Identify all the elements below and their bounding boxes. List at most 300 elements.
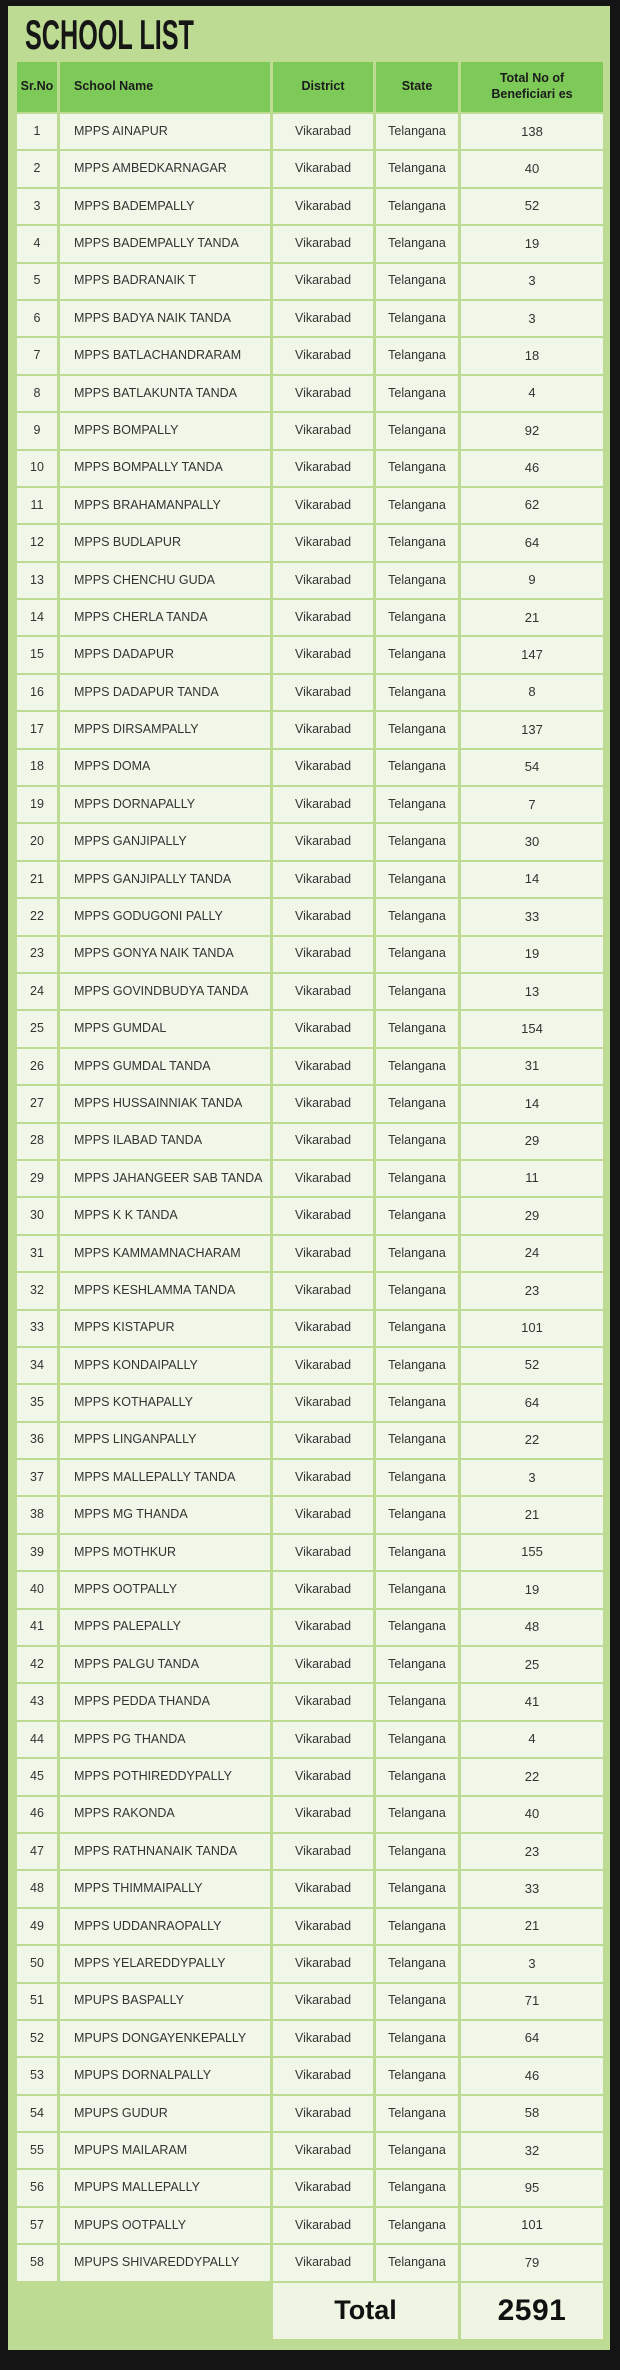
cell-school-name: MPPS DADAPUR TANDA — [60, 675, 270, 710]
cell-district: Vikarabad — [273, 189, 373, 224]
cell-srno: 10 — [17, 451, 57, 486]
cell-school-name: MPPS BADEMPALLY — [60, 189, 270, 224]
cell-beneficiaries: 31 — [461, 1049, 603, 1084]
cell-srno: 55 — [17, 2133, 57, 2168]
cell-srno: 37 — [17, 1460, 57, 1495]
cell-school-name: MPPS LINGANPALLY — [60, 1423, 270, 1458]
cell-school-name: MPUPS BASPALLY — [60, 1984, 270, 2019]
cell-srno: 3 — [17, 189, 57, 224]
cell-school-name: MPPS AMBEDKARNAGAR — [60, 151, 270, 186]
cell-district: Vikarabad — [273, 1049, 373, 1084]
cell-beneficiaries: 58 — [461, 2096, 603, 2131]
cell-beneficiaries: 138 — [461, 114, 603, 149]
cell-state: Telangana — [376, 2245, 458, 2280]
cell-district: Vikarabad — [273, 862, 373, 897]
cell-state: Telangana — [376, 525, 458, 560]
cell-district: Vikarabad — [273, 1124, 373, 1159]
cell-beneficiaries: 154 — [461, 1011, 603, 1046]
cell-state: Telangana — [376, 2208, 458, 2243]
total-row-spacer — [17, 2283, 270, 2339]
column-header-srno: Sr.No — [17, 62, 57, 112]
cell-district: Vikarabad — [273, 750, 373, 785]
cell-school-name: MPPS KESHLAMMA TANDA — [60, 1273, 270, 1308]
cell-state: Telangana — [376, 1684, 458, 1719]
cell-school-name: MPPS UDDANRAOPALLY — [60, 1909, 270, 1944]
cell-district: Vikarabad — [273, 1610, 373, 1645]
cell-school-name: MPPS GODUGONI PALLY — [60, 899, 270, 934]
cell-beneficiaries: 33 — [461, 1871, 603, 1906]
cell-srno: 31 — [17, 1236, 57, 1271]
cell-school-name: MPPS GUMDAL TANDA — [60, 1049, 270, 1084]
cell-school-name: MPPS OOTPALLY — [60, 1572, 270, 1607]
cell-district: Vikarabad — [273, 1236, 373, 1271]
cell-school-name: MPPS JAHANGEER SAB TANDA — [60, 1161, 270, 1196]
cell-beneficiaries: 40 — [461, 1797, 603, 1832]
cell-state: Telangana — [376, 114, 458, 149]
cell-beneficiaries: 19 — [461, 1572, 603, 1607]
cell-district: Vikarabad — [273, 1086, 373, 1121]
cell-school-name: MPPS K K TANDA — [60, 1198, 270, 1233]
cell-srno: 32 — [17, 1273, 57, 1308]
cell-beneficiaries: 52 — [461, 189, 603, 224]
cell-school-name: MPPS MOTHKUR — [60, 1535, 270, 1570]
cell-srno: 51 — [17, 1984, 57, 2019]
cell-school-name: MPUPS GUDUR — [60, 2096, 270, 2131]
cell-srno: 11 — [17, 488, 57, 523]
cell-beneficiaries: 64 — [461, 525, 603, 560]
cell-beneficiaries: 4 — [461, 1722, 603, 1757]
cell-srno: 42 — [17, 1647, 57, 1682]
cell-school-name: MPPS YELAREDDYPALLY — [60, 1946, 270, 1981]
cell-beneficiaries: 79 — [461, 2245, 603, 2280]
cell-state: Telangana — [376, 1011, 458, 1046]
cell-srno: 30 — [17, 1198, 57, 1233]
cell-beneficiaries: 147 — [461, 637, 603, 672]
cell-school-name: MPPS GONYA NAIK TANDA — [60, 937, 270, 972]
cell-school-name: MPPS CHERLA TANDA — [60, 600, 270, 635]
cell-state: Telangana — [376, 1834, 458, 1869]
cell-state: Telangana — [376, 2021, 458, 2056]
cell-state: Telangana — [376, 712, 458, 747]
cell-school-name: MPPS BATLAKUNTA TANDA — [60, 376, 270, 411]
cell-school-name: MPPS DADAPUR — [60, 637, 270, 672]
cell-district: Vikarabad — [273, 675, 373, 710]
cell-state: Telangana — [376, 1647, 458, 1682]
cell-beneficiaries: 46 — [461, 2058, 603, 2093]
cell-state: Telangana — [376, 862, 458, 897]
cell-srno: 8 — [17, 376, 57, 411]
cell-beneficiaries: 40 — [461, 151, 603, 186]
cell-beneficiaries: 137 — [461, 712, 603, 747]
cell-state: Telangana — [376, 1273, 458, 1308]
cell-beneficiaries: 14 — [461, 1086, 603, 1121]
cell-state: Telangana — [376, 264, 458, 299]
cell-srno: 6 — [17, 301, 57, 336]
cell-school-name: MPPS BADYA NAIK TANDA — [60, 301, 270, 336]
cell-school-name: MPUPS DONGAYENKEPALLY — [60, 2021, 270, 2056]
cell-srno: 40 — [17, 1572, 57, 1607]
cell-district: Vikarabad — [273, 1535, 373, 1570]
cell-state: Telangana — [376, 974, 458, 1009]
cell-state: Telangana — [376, 1124, 458, 1159]
cell-state: Telangana — [376, 1722, 458, 1757]
cell-state: Telangana — [376, 1348, 458, 1383]
cell-district: Vikarabad — [273, 151, 373, 186]
cell-beneficiaries: 13 — [461, 974, 603, 1009]
cell-state: Telangana — [376, 1909, 458, 1944]
cell-srno: 38 — [17, 1497, 57, 1532]
school-list-table — [17, 62, 603, 2339]
cell-srno: 34 — [17, 1348, 57, 1383]
cell-beneficiaries: 29 — [461, 1124, 603, 1159]
cell-srno: 49 — [17, 1909, 57, 1944]
cell-state: Telangana — [376, 338, 458, 373]
cell-srno: 17 — [17, 712, 57, 747]
cell-srno: 36 — [17, 1423, 57, 1458]
cell-district: Vikarabad — [273, 1722, 373, 1757]
column-header-beneficiaries: Total No of Beneficiari es — [461, 62, 603, 112]
cell-district: Vikarabad — [273, 637, 373, 672]
cell-district: Vikarabad — [273, 1834, 373, 1869]
cell-school-name: MPPS KONDAIPALLY — [60, 1348, 270, 1383]
cell-district: Vikarabad — [273, 2170, 373, 2205]
cell-district: Vikarabad — [273, 1011, 373, 1046]
cell-district: Vikarabad — [273, 787, 373, 822]
cell-state: Telangana — [376, 2170, 458, 2205]
cell-school-name: MPPS HUSSAINNIAK TANDA — [60, 1086, 270, 1121]
cell-srno: 35 — [17, 1385, 57, 1420]
cell-school-name: MPPS KAMMAMNACHARAM — [60, 1236, 270, 1271]
cell-state: Telangana — [376, 600, 458, 635]
cell-district: Vikarabad — [273, 1984, 373, 2019]
cell-state: Telangana — [376, 1871, 458, 1906]
cell-district: Vikarabad — [273, 525, 373, 560]
cell-srno: 46 — [17, 1797, 57, 1832]
cell-district: Vikarabad — [273, 488, 373, 523]
cell-school-name: MPPS POTHIREDDYPALLY — [60, 1759, 270, 1794]
cell-srno: 54 — [17, 2096, 57, 2131]
cell-beneficiaries: 29 — [461, 1198, 603, 1233]
cell-state: Telangana — [376, 1198, 458, 1233]
total-value: 2591 — [461, 2283, 603, 2339]
cell-beneficiaries: 30 — [461, 824, 603, 859]
cell-district: Vikarabad — [273, 600, 373, 635]
cell-school-name: MPUPS DORNALPALLY — [60, 2058, 270, 2093]
cell-state: Telangana — [376, 637, 458, 672]
cell-district: Vikarabad — [273, 1797, 373, 1832]
cell-state: Telangana — [376, 451, 458, 486]
cell-district: Vikarabad — [273, 899, 373, 934]
cell-srno: 29 — [17, 1161, 57, 1196]
cell-school-name: MPPS BATLACHANDRARAM — [60, 338, 270, 373]
cell-school-name: MPPS KOTHAPALLY — [60, 1385, 270, 1420]
cell-srno: 2 — [17, 151, 57, 186]
cell-school-name: MPUPS MAILARAM — [60, 2133, 270, 2168]
cell-state: Telangana — [376, 1535, 458, 1570]
cell-school-name: MPPS BUDLAPUR — [60, 525, 270, 560]
page-title: SCHOOL LIST — [25, 11, 194, 58]
cell-srno: 39 — [17, 1535, 57, 1570]
cell-school-name: MPPS GUMDAL — [60, 1011, 270, 1046]
cell-state: Telangana — [376, 2096, 458, 2131]
cell-school-name: MPPS PG THANDA — [60, 1722, 270, 1757]
cell-beneficiaries: 64 — [461, 2021, 603, 2056]
cell-srno: 7 — [17, 338, 57, 373]
cell-beneficiaries: 155 — [461, 1535, 603, 1570]
cell-beneficiaries: 101 — [461, 2208, 603, 2243]
cell-school-name: MPPS GANJIPALLY TANDA — [60, 862, 270, 897]
cell-state: Telangana — [376, 1236, 458, 1271]
cell-beneficiaries: 48 — [461, 1610, 603, 1645]
cell-district: Vikarabad — [273, 1871, 373, 1906]
cell-state: Telangana — [376, 1984, 458, 2019]
cell-state: Telangana — [376, 750, 458, 785]
cell-state: Telangana — [376, 151, 458, 186]
cell-school-name: MPPS KISTAPUR — [60, 1311, 270, 1346]
cell-beneficiaries: 62 — [461, 488, 603, 523]
cell-district: Vikarabad — [273, 376, 373, 411]
cell-state: Telangana — [376, 1497, 458, 1532]
cell-state: Telangana — [376, 301, 458, 336]
cell-srno: 58 — [17, 2245, 57, 2280]
cell-srno: 56 — [17, 2170, 57, 2205]
cell-srno: 14 — [17, 600, 57, 635]
cell-district: Vikarabad — [273, 2096, 373, 2131]
cell-state: Telangana — [376, 1311, 458, 1346]
cell-state: Telangana — [376, 189, 458, 224]
cell-district: Vikarabad — [273, 2208, 373, 2243]
cell-state: Telangana — [376, 226, 458, 261]
cell-beneficiaries: 11 — [461, 1161, 603, 1196]
cell-state: Telangana — [376, 937, 458, 972]
cell-district: Vikarabad — [273, 413, 373, 448]
cell-school-name: MPUPS SHIVAREDDYPALLY — [60, 2245, 270, 2280]
cell-beneficiaries: 3 — [461, 1460, 603, 1495]
cell-district: Vikarabad — [273, 1385, 373, 1420]
cell-state: Telangana — [376, 2133, 458, 2168]
cell-srno: 19 — [17, 787, 57, 822]
cell-beneficiaries: 95 — [461, 2170, 603, 2205]
cell-state: Telangana — [376, 563, 458, 598]
cell-beneficiaries: 21 — [461, 1497, 603, 1532]
cell-state: Telangana — [376, 376, 458, 411]
cell-srno: 24 — [17, 974, 57, 1009]
cell-srno: 48 — [17, 1871, 57, 1906]
cell-srno: 23 — [17, 937, 57, 972]
cell-beneficiaries: 52 — [461, 1348, 603, 1383]
cell-school-name: MPPS DORNAPALLY — [60, 787, 270, 822]
cell-srno: 50 — [17, 1946, 57, 1981]
cell-beneficiaries: 14 — [461, 862, 603, 897]
cell-district: Vikarabad — [273, 226, 373, 261]
cell-srno: 44 — [17, 1722, 57, 1757]
cell-school-name: MPPS THIMMAIPALLY — [60, 1871, 270, 1906]
cell-school-name: MPPS BOMPALLY — [60, 413, 270, 448]
cell-school-name: MPPS CHENCHU GUDA — [60, 563, 270, 598]
cell-beneficiaries: 23 — [461, 1273, 603, 1308]
cell-school-name: MPUPS OOTPALLY — [60, 2208, 270, 2243]
cell-district: Vikarabad — [273, 1348, 373, 1383]
cell-srno: 1 — [17, 114, 57, 149]
cell-district: Vikarabad — [273, 1311, 373, 1346]
cell-srno: 28 — [17, 1124, 57, 1159]
cell-district: Vikarabad — [273, 1647, 373, 1682]
cell-district: Vikarabad — [273, 1460, 373, 1495]
cell-srno: 15 — [17, 637, 57, 672]
cell-district: Vikarabad — [273, 338, 373, 373]
cell-state: Telangana — [376, 824, 458, 859]
cell-state: Telangana — [376, 1460, 458, 1495]
cell-school-name: MPPS MALLEPALLY TANDA — [60, 1460, 270, 1495]
cell-state: Telangana — [376, 488, 458, 523]
cell-district: Vikarabad — [273, 264, 373, 299]
cell-srno: 16 — [17, 675, 57, 710]
cell-school-name: MPPS BRAHAMANPALLY — [60, 488, 270, 523]
cell-beneficiaries: 54 — [461, 750, 603, 785]
cell-beneficiaries: 19 — [461, 226, 603, 261]
cell-srno: 25 — [17, 1011, 57, 1046]
cell-beneficiaries: 92 — [461, 413, 603, 448]
cell-school-name: MPPS PEDDA THANDA — [60, 1684, 270, 1719]
cell-srno: 57 — [17, 2208, 57, 2243]
cell-srno: 18 — [17, 750, 57, 785]
cell-state: Telangana — [376, 1759, 458, 1794]
cell-state: Telangana — [376, 899, 458, 934]
cell-srno: 5 — [17, 264, 57, 299]
cell-district: Vikarabad — [273, 1423, 373, 1458]
column-header-district: District — [273, 62, 373, 112]
cell-beneficiaries: 3 — [461, 1946, 603, 1981]
cell-school-name: MPPS DOMA — [60, 750, 270, 785]
cell-beneficiaries: 25 — [461, 1647, 603, 1682]
cell-srno: 47 — [17, 1834, 57, 1869]
cell-school-name: MPPS AINAPUR — [60, 114, 270, 149]
cell-beneficiaries: 33 — [461, 899, 603, 934]
cell-district: Vikarabad — [273, 114, 373, 149]
cell-srno: 52 — [17, 2021, 57, 2056]
cell-beneficiaries: 3 — [461, 264, 603, 299]
column-header-state: State — [376, 62, 458, 112]
cell-beneficiaries: 32 — [461, 2133, 603, 2168]
cell-beneficiaries: 46 — [461, 451, 603, 486]
cell-school-name: MPPS RAKONDA — [60, 1797, 270, 1832]
cell-srno: 12 — [17, 525, 57, 560]
cell-beneficiaries: 9 — [461, 563, 603, 598]
cell-beneficiaries: 7 — [461, 787, 603, 822]
cell-state: Telangana — [376, 1610, 458, 1645]
cell-beneficiaries: 41 — [461, 1684, 603, 1719]
cell-srno: 53 — [17, 2058, 57, 2093]
cell-beneficiaries: 64 — [461, 1385, 603, 1420]
cell-state: Telangana — [376, 1572, 458, 1607]
cell-district: Vikarabad — [273, 1161, 373, 1196]
cell-beneficiaries: 22 — [461, 1759, 603, 1794]
cell-school-name: MPUPS MALLEPALLY — [60, 2170, 270, 2205]
cell-state: Telangana — [376, 1049, 458, 1084]
cell-state: Telangana — [376, 413, 458, 448]
cell-srno: 27 — [17, 1086, 57, 1121]
cell-beneficiaries: 19 — [461, 937, 603, 972]
cell-srno: 13 — [17, 563, 57, 598]
cell-state: Telangana — [376, 1423, 458, 1458]
cell-school-name: MPPS DIRSAMPALLY — [60, 712, 270, 747]
cell-district: Vikarabad — [273, 824, 373, 859]
cell-srno: 26 — [17, 1049, 57, 1084]
cell-state: Telangana — [376, 1797, 458, 1832]
cell-srno: 9 — [17, 413, 57, 448]
cell-state: Telangana — [376, 2058, 458, 2093]
cell-district: Vikarabad — [273, 2058, 373, 2093]
cell-district: Vikarabad — [273, 712, 373, 747]
cell-district: Vikarabad — [273, 2133, 373, 2168]
cell-srno: 21 — [17, 862, 57, 897]
cell-district: Vikarabad — [273, 1572, 373, 1607]
cell-state: Telangana — [376, 1385, 458, 1420]
cell-srno: 43 — [17, 1684, 57, 1719]
cell-srno: 22 — [17, 899, 57, 934]
cell-state: Telangana — [376, 787, 458, 822]
cell-state: Telangana — [376, 675, 458, 710]
cell-district: Vikarabad — [273, 937, 373, 972]
cell-beneficiaries: 24 — [461, 1236, 603, 1271]
cell-beneficiaries: 71 — [461, 1984, 603, 2019]
cell-district: Vikarabad — [273, 974, 373, 1009]
cell-district: Vikarabad — [273, 1759, 373, 1794]
cell-beneficiaries: 4 — [461, 376, 603, 411]
cell-school-name: MPPS BOMPALLY TANDA — [60, 451, 270, 486]
total-label: Total — [273, 2283, 458, 2339]
cell-srno: 33 — [17, 1311, 57, 1346]
cell-district: Vikarabad — [273, 2021, 373, 2056]
cell-srno: 20 — [17, 824, 57, 859]
cell-district: Vikarabad — [273, 1946, 373, 1981]
cell-beneficiaries: 3 — [461, 301, 603, 336]
cell-school-name: MPPS MG THANDA — [60, 1497, 270, 1532]
cell-state: Telangana — [376, 1086, 458, 1121]
cell-school-name: MPPS BADRANAIK T — [60, 264, 270, 299]
cell-district: Vikarabad — [273, 301, 373, 336]
cell-srno: 41 — [17, 1610, 57, 1645]
cell-beneficiaries: 21 — [461, 1909, 603, 1944]
cell-district: Vikarabad — [273, 1273, 373, 1308]
cell-school-name: MPPS GOVINDBUDYA TANDA — [60, 974, 270, 1009]
cell-beneficiaries: 21 — [461, 600, 603, 635]
cell-district: Vikarabad — [273, 1909, 373, 1944]
column-header-school-name: School Name — [60, 62, 270, 112]
cell-srno: 4 — [17, 226, 57, 261]
cell-state: Telangana — [376, 1946, 458, 1981]
cell-district: Vikarabad — [273, 451, 373, 486]
cell-school-name: MPPS ILABAD TANDA — [60, 1124, 270, 1159]
cell-beneficiaries: 18 — [461, 338, 603, 373]
cell-district: Vikarabad — [273, 1497, 373, 1532]
cell-school-name: MPPS RATHNANAIK TANDA — [60, 1834, 270, 1869]
cell-school-name: MPPS GANJIPALLY — [60, 824, 270, 859]
cell-srno: 45 — [17, 1759, 57, 1794]
cell-beneficiaries: 22 — [461, 1423, 603, 1458]
cell-district: Vikarabad — [273, 1684, 373, 1719]
cell-school-name: MPPS PALEPALLY — [60, 1610, 270, 1645]
cell-school-name: MPPS BADEMPALLY TANDA — [60, 226, 270, 261]
cell-school-name: MPPS PALGU TANDA — [60, 1647, 270, 1682]
cell-district: Vikarabad — [273, 563, 373, 598]
cell-beneficiaries: 23 — [461, 1834, 603, 1869]
cell-beneficiaries: 8 — [461, 675, 603, 710]
cell-district: Vikarabad — [273, 2245, 373, 2280]
cell-beneficiaries: 101 — [461, 1311, 603, 1346]
cell-state: Telangana — [376, 1161, 458, 1196]
cell-district: Vikarabad — [273, 1198, 373, 1233]
